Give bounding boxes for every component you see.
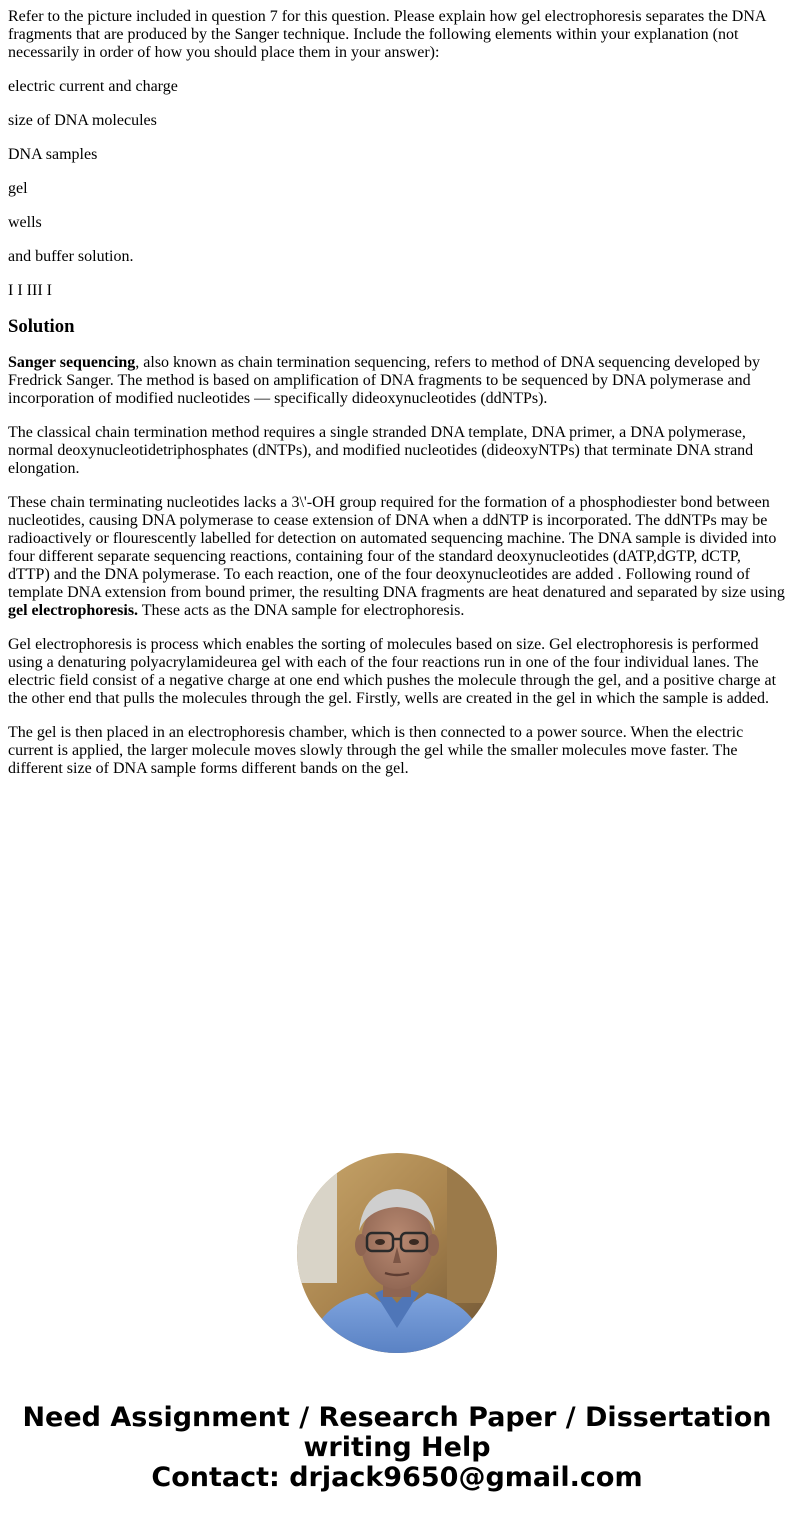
element-item-1: electric current and charge — [8, 78, 178, 95]
promo-line-2: writing Help — [303, 1432, 491, 1463]
stray-text: I I III I — [8, 282, 52, 299]
element-item-2: size of DNA molecules — [8, 112, 157, 129]
sanger-term: Sanger sequencing — [8, 354, 136, 371]
solution-paragraph-2: The classical chain termination method requires a single stranded DNA template, DNA primer, a DNA polymerase, normal deoxynucleotidetriphosphates (dNTPs), and modified nucleotides (dideoxyNTPs) that terminate DNA strand elongation. — [8, 424, 754, 477]
promo-banner — [0, 1403, 794, 1493]
gel-electrophoresis-term: gel electrophoresis. — [8, 602, 139, 619]
solution-paragraph-3-tail: These acts as the DNA sample for electrophoresis. — [138, 602, 465, 619]
element-item-4: gel — [8, 180, 28, 197]
solution-paragraph-3-text: These chain terminating nucleotides lacks a 3\'-OH group required for the formation of a phosphodiester bond between nucleotides, causing DNA polymerase to cease extension of DNA when a ddNTP is incorporated. The ddNTPs may be radioactively or flourescently labelled for detection on automated sequencing machine. The DNA sample is divided into four different separate sequencing reactions, containing four of the standard deoxynucleotides (dATP,dGTP, dCTP, dTTP) and the DNA polymerase. To each reaction, one of the four deoxynucleotides are added . Following round of template DNA extension from bound primer, the resulting DNA fragments are heat denatured and separated by size using — [8, 494, 785, 601]
document-content — [8, 8, 786, 794]
avatar-portrait — [297, 1153, 497, 1353]
solution-paragraph-1 — [8, 354, 786, 408]
element-item-5: wells — [8, 214, 42, 231]
solution-paragraph-1-text: , also known as chain termination sequencing, refers to method of DNA sequencing developed by Fredrick Sanger. The method is based on amplification of DNA fragments to be sequenced by DNA polymerase and incorporation of modified nucleotides — specifically dideoxynucleotides (ddNTPs). — [8, 354, 761, 407]
question-intro: Refer to the picture included in question 7 for this question. Please explain how gel electrophoresis separates the DNA fragments that are produced by the Sanger technique. Include the following elements within your explanation (not necessarily in order of how you should place them in your answer): — [8, 8, 766, 61]
solution-heading: Solution — [8, 316, 75, 337]
element-item-3: DNA samples — [8, 146, 98, 163]
avatar — [297, 1153, 497, 1353]
solution-paragraph-5: The gel is then placed in an electrophoresis chamber, which is then connected to a power source. When the electric current is applied, the larger molecule moves slowly through the gel while the smaller molecules move faster. The different size of DNA sample forms different bands on the gel. — [8, 724, 744, 777]
solution-paragraph-3 — [8, 494, 786, 620]
element-item-6: and buffer solution. — [8, 248, 134, 265]
promo-line-1: Need Assignment / Research Paper / Dissertation — [22, 1402, 772, 1433]
solution-paragraph-4: Gel electrophoresis is process which enables the sorting of molecules based on size. Gel electrophoresis is performed using a denaturing polyacrylamideurea gel with each of the four reactions run in one of the four individual lanes. The electric field consist of a negative charge at one end which pushes the molecule through the gel, and a positive charge at the other end that pulls the molecules through the gel. Firstly, wells are created in the gel in which the sample is added. — [8, 636, 777, 707]
promo-contact: Contact: drjack9650@gmail.com — [151, 1462, 643, 1493]
